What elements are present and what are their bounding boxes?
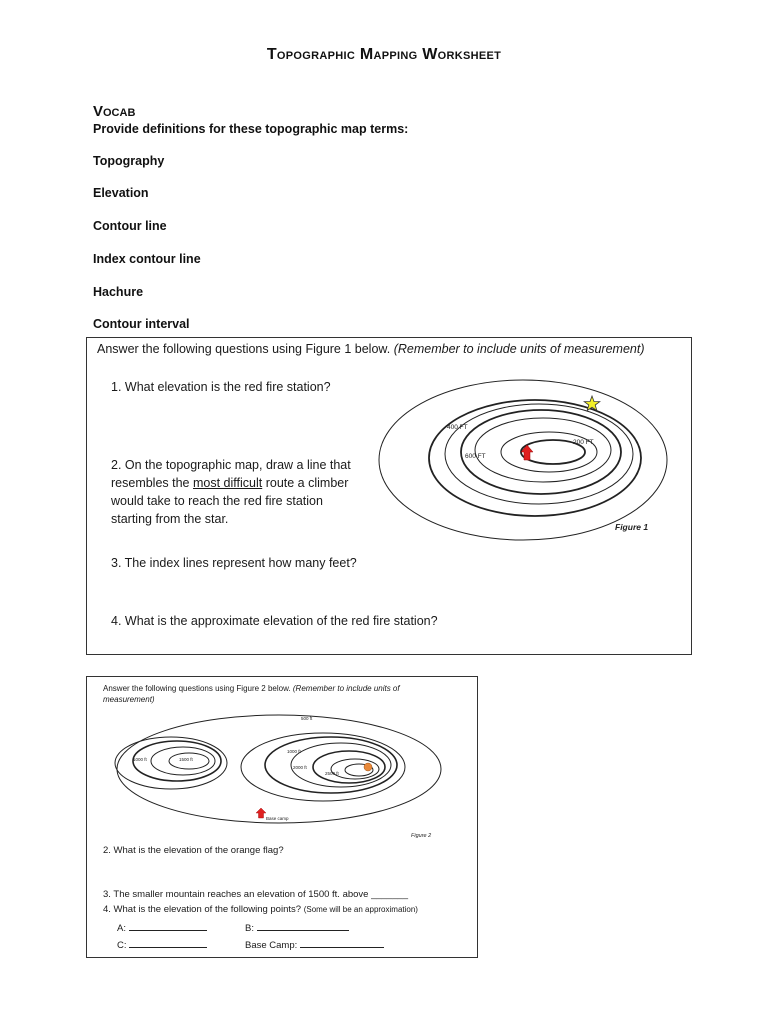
figure-2-question-box — [86, 676, 478, 958]
label-1000ft-left: 1000 ft — [133, 757, 147, 762]
question-2: 2. On the topographic map, draw a line that resembles the most difficult route a climber would take to reach the red fire station starting from the star. — [111, 458, 351, 526]
vocab-heading: Vocab — [93, 103, 136, 120]
orange-flag-icon — [364, 763, 372, 771]
worksheet-title: Topographic Mapping Worksheet — [266, 46, 502, 63]
question-3: 3. The index lines represent how many feet? — [111, 556, 357, 570]
fig2-question-2: 2. What is the elevation of the orange flag? — [103, 845, 284, 856]
base-camp-icon — [256, 808, 266, 818]
fig2-question-3: 3. The smaller mountain reaches an elevation of 1500 ft. above _______ — [103, 889, 409, 900]
term-elevation: Elevation — [93, 186, 149, 200]
figure-2-topographic-map — [109, 711, 469, 841]
point-a-row: A: — [117, 920, 207, 936]
point-b-row: B: — [245, 920, 349, 936]
question-1: 1. What elevation is the red fire station? — [111, 380, 331, 394]
figure-1-question-box — [86, 337, 692, 655]
point-b-blank[interactable] — [257, 920, 349, 931]
label-500ft: 500 ft — [301, 716, 313, 721]
contour-ring-5 — [475, 418, 611, 482]
label-1500ft: 1500 ft — [179, 757, 193, 762]
label-400ft: 400 FT — [447, 424, 468, 431]
section-2-instructions: Answer the following questions using Figure 2 below. (Remember to include units of measurement) — [103, 684, 400, 704]
point-a-blank[interactable] — [129, 920, 207, 931]
contour-ring-6 — [501, 432, 597, 472]
term-index-contour-line: Index contour line — [93, 252, 201, 266]
label-600ft: 600 FT — [465, 453, 486, 460]
figure-1-topographic-map — [369, 374, 681, 544]
big-mountain-contour-2000ft — [313, 751, 385, 783]
figure-1-caption: Figure 1 — [615, 522, 649, 532]
label-200ft: 200 FT — [573, 439, 594, 446]
question-4: 4. What is the approximate elevation of the red fire station? — [111, 614, 438, 628]
fig2-question-4: 4. What is the elevation of the following points? (Some will be an approximation) — [103, 904, 418, 915]
vocab-instructions: Provide definitions for these topographic map terms: — [93, 122, 409, 136]
base-camp-blank[interactable] — [300, 937, 384, 948]
contour-500ft — [117, 715, 441, 823]
section-1-instructions: Answer the following questions using Figure 1 below. (Remember to include units of measurement) — [97, 342, 645, 356]
term-contour-line: Contour line — [93, 219, 167, 233]
term-topography: Topography — [93, 154, 165, 168]
label-1000ft-right: 1000 ft — [287, 749, 301, 754]
base-camp-row: Base Camp: — [245, 937, 384, 953]
label-2000ft: 2000 ft — [293, 765, 307, 770]
point-c-blank[interactable] — [129, 937, 207, 948]
label-2500ft: 2500 ft — [325, 771, 339, 776]
point-c-row: C: — [117, 937, 207, 953]
label-base-camp: Base camp — [266, 816, 289, 821]
term-contour-interval: Contour interval — [93, 317, 190, 331]
figure-2-caption: Figure 2 — [411, 833, 432, 839]
term-hachure: Hachure — [93, 285, 144, 299]
